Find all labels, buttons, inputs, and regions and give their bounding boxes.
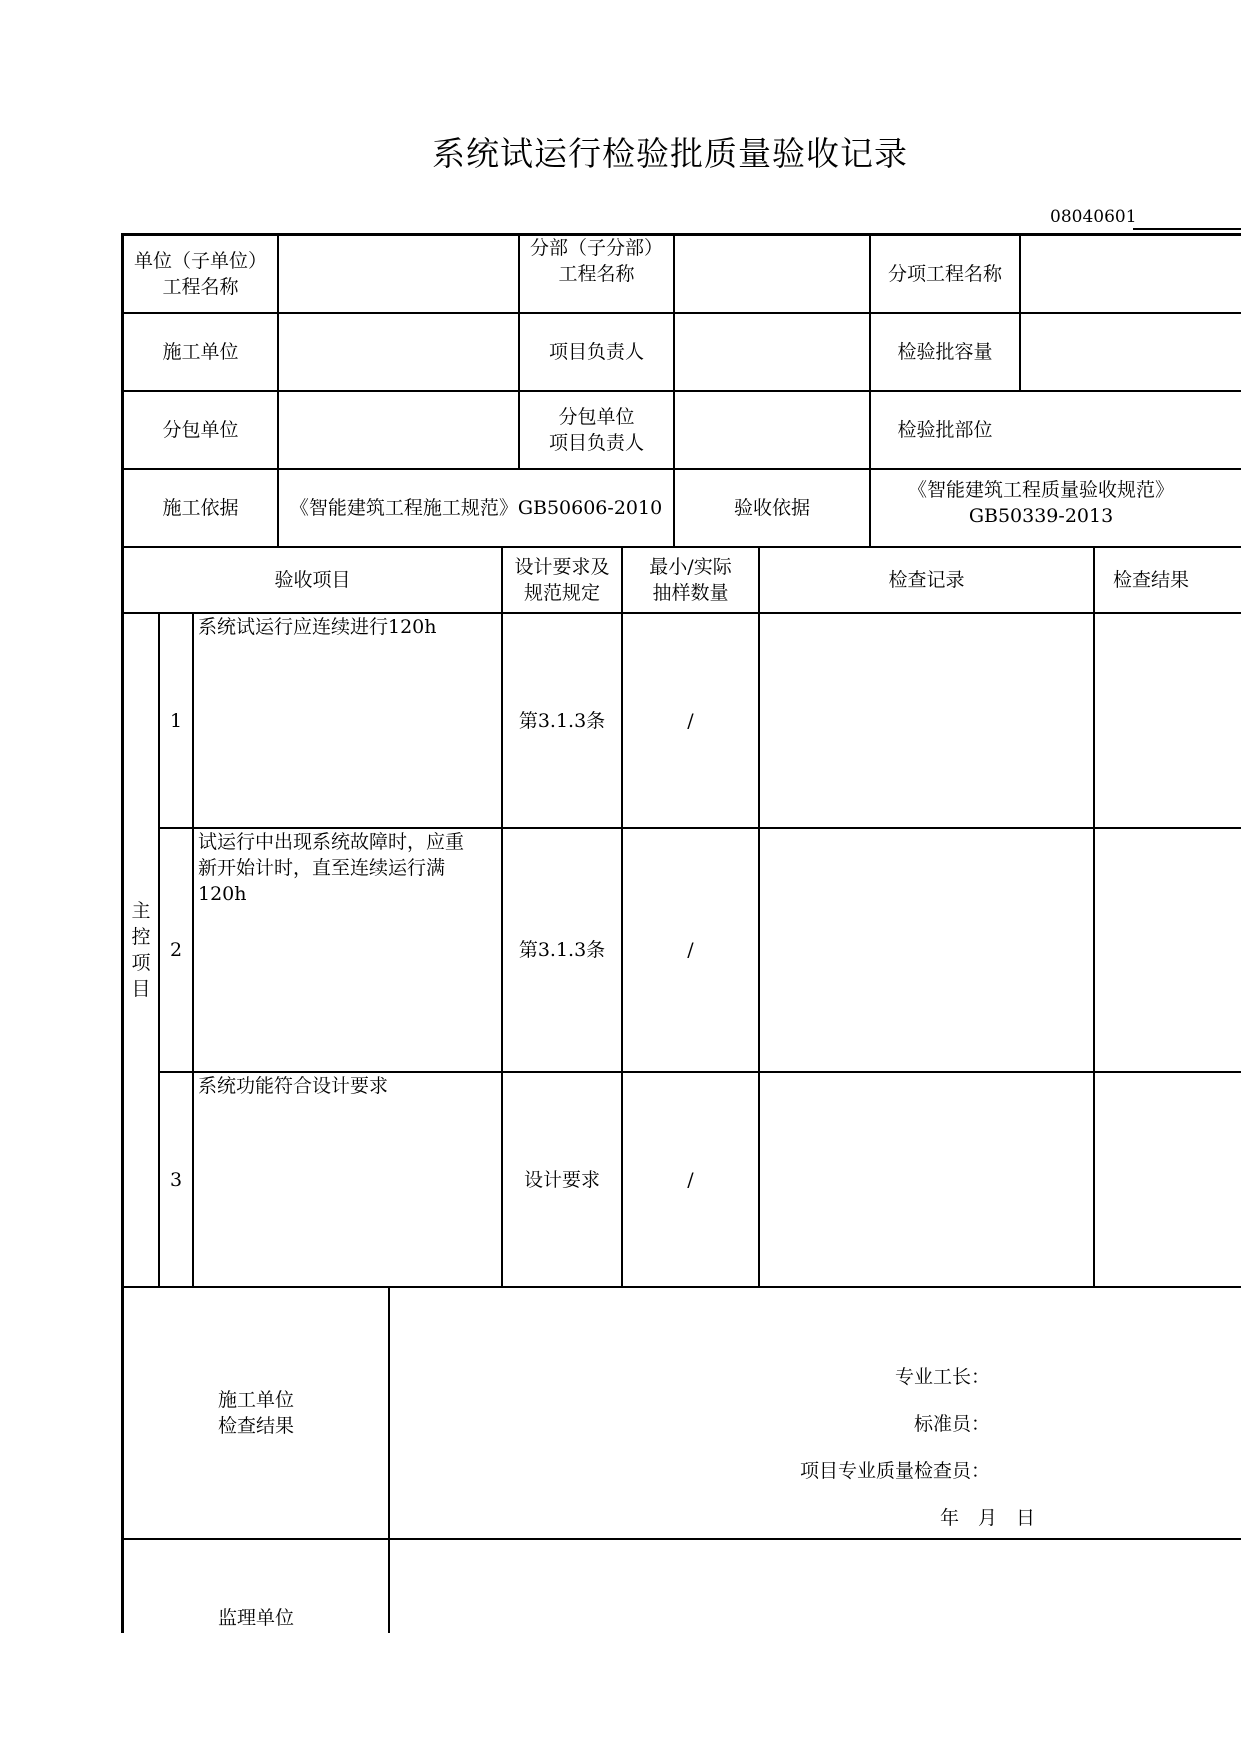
unit-name-value[interactable] [279, 236, 518, 312]
row-item-line: 试运行中出现系统故障时，应重 [198, 831, 465, 853]
construction-basis-label: 施工依据 [162, 497, 239, 519]
row-item-text [194, 1073, 501, 1286]
row-result[interactable] [1095, 1073, 1241, 1286]
subdivision-name-label-line2: 工程名称 [558, 263, 635, 285]
section-label-char: 目 [131, 978, 151, 1000]
acceptance-basis-value-line1: 《智能建筑工程质量验收规范》 [907, 479, 1174, 501]
col-header-design [503, 548, 621, 612]
subdivision-name-value[interactable] [675, 236, 869, 312]
row-spec: 设计要求 [523, 1168, 600, 1191]
batch-location-label: 检验批部位 [897, 419, 993, 441]
contractor-value[interactable] [279, 314, 518, 390]
subcontractor-pm-label [520, 392, 673, 468]
row-item-text [194, 614, 501, 827]
col-header-design-line1: 设计要求及 [514, 556, 610, 578]
section-label-char: 项 [131, 952, 151, 974]
row-record[interactable] [760, 829, 1093, 1071]
subcontractor-value[interactable] [279, 392, 518, 468]
batch-capacity-label: 检验批容量 [897, 341, 993, 363]
col-header-sample-line2: 抽样数量 [652, 582, 729, 604]
row-result[interactable] [1095, 829, 1241, 1071]
row-sample: / [687, 709, 694, 732]
batch-capacity-value[interactable] [1021, 314, 1241, 390]
contractor-date: 年 月 日 [939, 1507, 1035, 1529]
standard-officer-signature-label: 标准员： [913, 1413, 990, 1435]
col-header-sample-line1: 最小/实际 [649, 556, 732, 578]
col-header-sample [623, 548, 758, 612]
col-header-record: 检查记录 [888, 569, 965, 591]
contractor-check-label [124, 1288, 388, 1538]
row-item-line: 系统试运行应连续进行120h [198, 616, 437, 638]
subcontractor-pm-label-line2: 项目负责人 [548, 432, 644, 454]
row-number: 2 [169, 939, 183, 961]
construction-basis-value: 《智能建筑工程施工规范》GB50606-2010 [289, 497, 663, 519]
unit-name-label-line2: 工程名称 [162, 276, 239, 298]
contractor-check-label-line2: 检查结果 [217, 1415, 294, 1437]
subcontractor-label: 分包单位 [162, 419, 239, 441]
row-sample: / [687, 1168, 694, 1191]
unit-name-label [124, 236, 277, 312]
project-manager-label: 项目负责人 [548, 341, 644, 363]
subdivision-name-label-line1: 分部（子分部） [529, 237, 663, 259]
row-record[interactable] [760, 1073, 1093, 1286]
row-spec: 第3.1.3条 [518, 709, 606, 732]
item-name-value[interactable] [1021, 236, 1241, 312]
row-item-text [194, 829, 501, 1071]
acceptance-basis-label: 验收依据 [733, 497, 810, 519]
section-label-char: 控 [131, 926, 151, 948]
document-title: 系统试运行检验批质量验收记录 [432, 134, 908, 173]
subdivision-name-label [520, 232, 673, 290]
row-item-line: 新开始计时，直至连续运行满 [198, 857, 446, 879]
acceptance-basis-value [871, 470, 1211, 536]
col-header-item: 验收项目 [274, 569, 351, 591]
row-sample: / [687, 939, 694, 961]
supervisor-label: 监理单位 [217, 1607, 294, 1629]
row-spec: 第3.1.3条 [518, 939, 606, 961]
col-header-design-line2: 规范规定 [523, 582, 600, 604]
quality-inspector-signature-label: 项目专业质量检查员： [799, 1460, 990, 1482]
row-number: 3 [169, 1168, 183, 1191]
section-label-char: 主 [131, 900, 151, 922]
foreman-signature-label: 专业工长： [894, 1366, 990, 1388]
unit-name-label-line1: 单位（子单位） [133, 250, 267, 272]
project-manager-value[interactable] [675, 314, 869, 390]
col-divider [388, 1286, 390, 1633]
item-name-label: 分项工程名称 [887, 263, 1002, 285]
row-item-line: 系统功能符合设计要求 [198, 1075, 389, 1097]
row-item-line: 120h [198, 883, 247, 905]
col-header-result: 检查结果 [1113, 569, 1190, 591]
row-number: 1 [169, 709, 183, 732]
row-result[interactable] [1095, 614, 1241, 827]
subcontractor-pm-label-line1: 分包单位 [558, 406, 635, 428]
row-record[interactable] [760, 614, 1093, 827]
contractor-label: 施工单位 [162, 341, 239, 363]
main-control-items-label [124, 614, 158, 1286]
document-code: 08040601 [1050, 207, 1137, 227]
subcontractor-pm-value[interactable] [675, 392, 869, 468]
acceptance-basis-value-line2: GB50339-2013 [968, 505, 1114, 527]
contractor-check-label-line1: 施工单位 [217, 1389, 294, 1411]
batch-location-value[interactable] [1021, 392, 1241, 468]
row-divider [122, 1538, 1241, 1540]
